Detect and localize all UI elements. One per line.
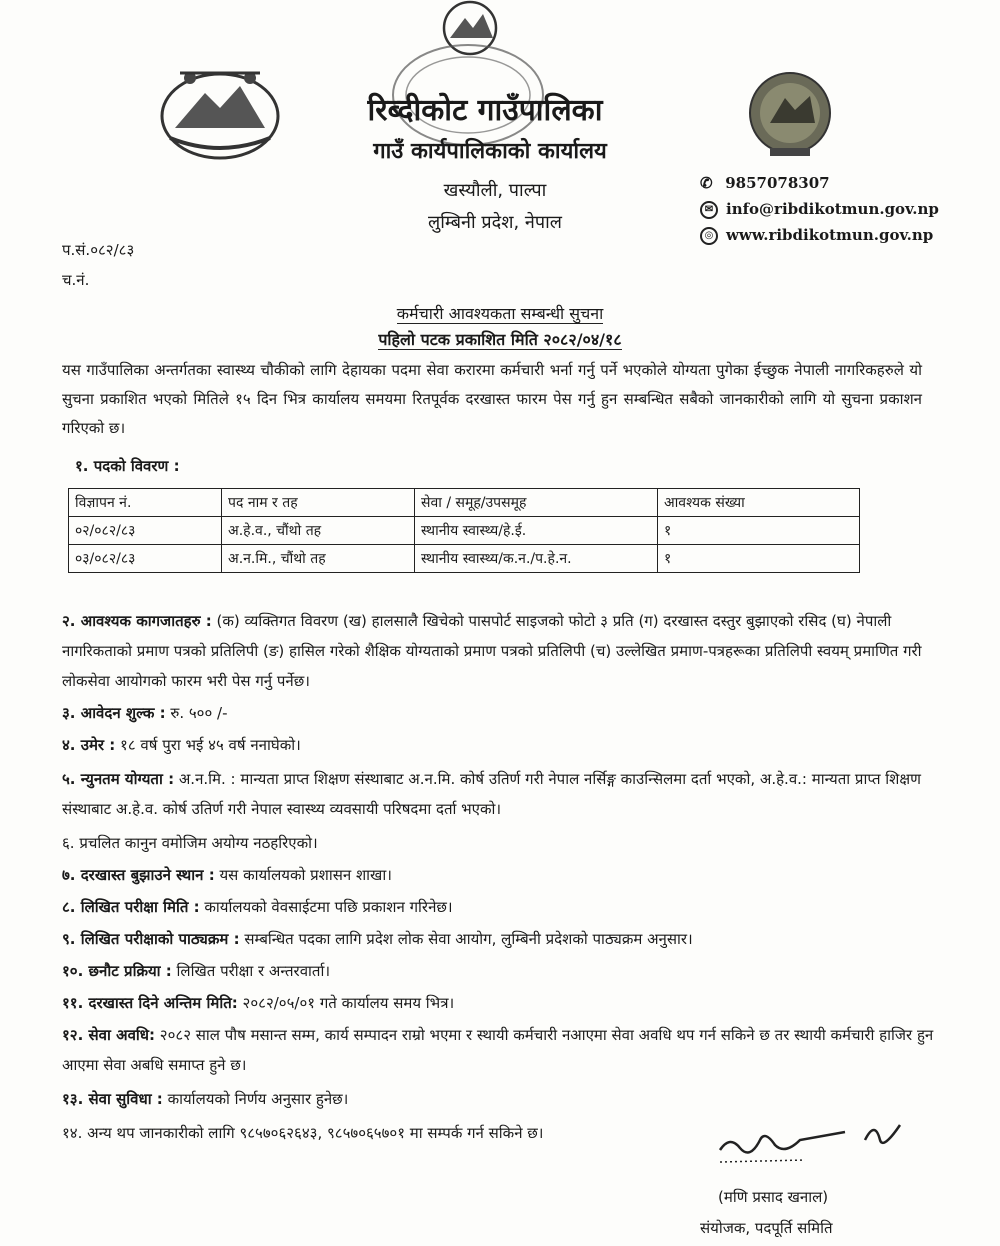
email-icon: ✉ xyxy=(700,201,718,219)
website-link[interactable]: www.ribdikotmun.gov.np xyxy=(726,226,934,244)
table-row xyxy=(69,517,860,545)
signatory-name: (मणि प्रसाद खनाल) xyxy=(718,1188,829,1206)
cell-ad-no: ०२/०८२/८३ xyxy=(69,517,222,545)
location: खस्यौली, पाल्पा xyxy=(443,180,547,201)
cell-count: १ xyxy=(658,545,860,573)
contact-email-row xyxy=(700,200,939,219)
cell-ad-no: ०३/०८२/८३ xyxy=(69,545,222,573)
item-documents: २. आवश्यक कागजातहरु : (क) व्यक्तिगत विवरण (ख) हालसालै खिचेको पासपोर्ट साइजको फोटो ३ प्रति (ग) दरखास्त दस्तुर बुझाएको रसिद (घ) नेपाली नागरिकताको प्रमाण पत्रको प्रतिलिपी (ङ) हासिल गरेको शैक्षिक योग्यताको प्रमाण पत्रको प्रतिलिपी (च) उल्लेखित प्रमाण-पत्रहरूका प्रतिलिपी स्वयम् प्रमाणित गरी लोकसेवा आयोगको फारम भरी पेस गर्नु पर्नेछ। xyxy=(62,612,922,690)
contact-web-row xyxy=(700,226,933,245)
item-service-period: १२. सेवा अवधि: २०८२ साल पौष मसान्त सम्म, कार्य सम्पादन राम्रो भएमा र स्थायी कर्मचारी नआएमा सेवा अवधि थप गर्न सकिने छ तर स्थायी कर्मचारी हाजिर हुन आएमा सेवा अबधि समाप्त हुने छ। xyxy=(62,1026,934,1074)
phone-icon: ✆ xyxy=(700,174,713,192)
globe-icon: ◎ xyxy=(700,227,718,245)
office-name: गाउँ कार्यपालिकाको कार्यालय xyxy=(373,139,607,164)
post-details-table xyxy=(68,488,860,573)
section1-heading: १. पदको विवरण : xyxy=(75,457,180,475)
chalani-number: च.नं. xyxy=(62,271,90,289)
item-submission-place: ७. दरखास्त बुझाउने स्थान : यस कार्यालयको प्रशासन शाखा। xyxy=(62,866,392,884)
item-syllabus: ९. लिखित परीक्षाको पाठ्यक्रम : सम्बन्धित पदका लागि प्रदेश लोक सेवा आयोग, लुम्बिनी प्रदेशको पाठ्यक्रम अनुसार। xyxy=(62,930,693,948)
contact-phone-row xyxy=(700,174,830,192)
phone-number: 9857078307 xyxy=(725,174,830,192)
item-fee: ३. आवेदन शुल्क : रु. ५०० /- xyxy=(62,704,228,722)
province: लुम्बिनी प्रदेश, नेपाल xyxy=(428,212,562,233)
item-age: ४. उमेर : १८ वर्ष पुरा भई ४५ वर्ष ननाघेको। xyxy=(62,736,301,754)
col-header-count: आवश्यक संख्या xyxy=(658,489,860,517)
notice-title: कर्मचारी आवश्यकता सम्बन्धी सुचना xyxy=(396,304,604,323)
item-deadline: ११. दरखास्त दिने अन्तिम मिति: २०८२/०५/०१ गते कार्यालय समय भित्र। xyxy=(62,994,455,1012)
col-header-post: पद नाम र तह xyxy=(222,489,415,517)
item-eligibility: ६. प्रचलित कानुन वमोजिम अयोग्य नठहरिएको। xyxy=(62,834,318,852)
cell-service: स्थानीय स्वास्थ्य/हे.ई. xyxy=(415,517,658,545)
email-link[interactable]: info@ribdikotmun.gov.np xyxy=(726,200,939,218)
signatory-designation: संयोजक, पदपूर्ति समिति xyxy=(700,1219,833,1237)
item-exam-date: ८. लिखित परीक्षा मिति : कार्यालयको वेवसाईटमा पछि प्रकाशन गरिनेछ। xyxy=(62,898,453,916)
org-name: रिब्दीकोट गाउँपालिका xyxy=(367,93,603,128)
cell-service: स्थानीय स्वास्थ्य/क.न./प.हे.न. xyxy=(415,545,658,573)
cell-post: अ.हे.व., चौंथो तह xyxy=(222,517,415,545)
item-selection: १०. छनौट प्रक्रिया : लिखित परीक्षा र अन्तरवार्ता। xyxy=(62,962,331,980)
col-header-ad-no: विज्ञापन नं. xyxy=(69,489,222,517)
table-header-row xyxy=(69,489,860,517)
item-facility: १३. सेवा सुविधा : कार्यालयको निर्णय अनुसार हुनेछ। xyxy=(62,1090,349,1108)
cell-post: अ.न.मि., चौंथो तह xyxy=(222,545,415,573)
col-header-service: सेवा / समूह/उपसमूह xyxy=(415,489,658,517)
patra-sankhya: प.सं.०८२/८३ xyxy=(62,241,135,259)
item-qualification: ५. न्युनतम योग्यता : अ.न.मि. : मान्यता प्राप्त शिक्षण संस्थाबाट अ.न.मि. कोर्ष उतिर्ण गरी नेपाल नर्सिङ्ग काउन्सिलमा दर्ता भएको, अ.हे.व.: मान्यता प्राप्त शिक्षण संस्थाबाट अ.हे.व. कोर्ष उतिर्ण गरी नेपाल स्वास्थ्य व्यवसायी परिषदमा दर्ता भएको। xyxy=(62,770,921,818)
table-row xyxy=(69,545,860,573)
handwritten-signature xyxy=(705,1110,915,1170)
notice-date: पहिलो पटक प्रकाशित मिति २०८२/०४/१८ xyxy=(378,330,622,349)
notice-intro: यस गाउँपालिका अन्तर्गतका स्वास्थ्य चौकीको लागि देहायका पदमा सेवा करारमा कर्मचारी भर्ना गर्नु पर्ने भएकोले योग्यता पुगेका ईच्छुक नेपाली नागरिकहरुले यो सुचना प्रकाशित भएको मितिले १५ दिन भित्र कार्यालय समयमा रितपूर्वक दरखास्त फारम पेस गर्नु हुन सम्बन्धित सबैको जानकारीको लागि यो सुचना प्रकाशन गरिएको छ। xyxy=(62,361,922,437)
item-contact-info: १४. अन्य थप जानकारीको लागि ९८५७०६२६४३, ९८५७०६५७०१ मा सम्पर्क गर्न सकिने छ। xyxy=(62,1124,544,1142)
cell-count: १ xyxy=(658,517,860,545)
